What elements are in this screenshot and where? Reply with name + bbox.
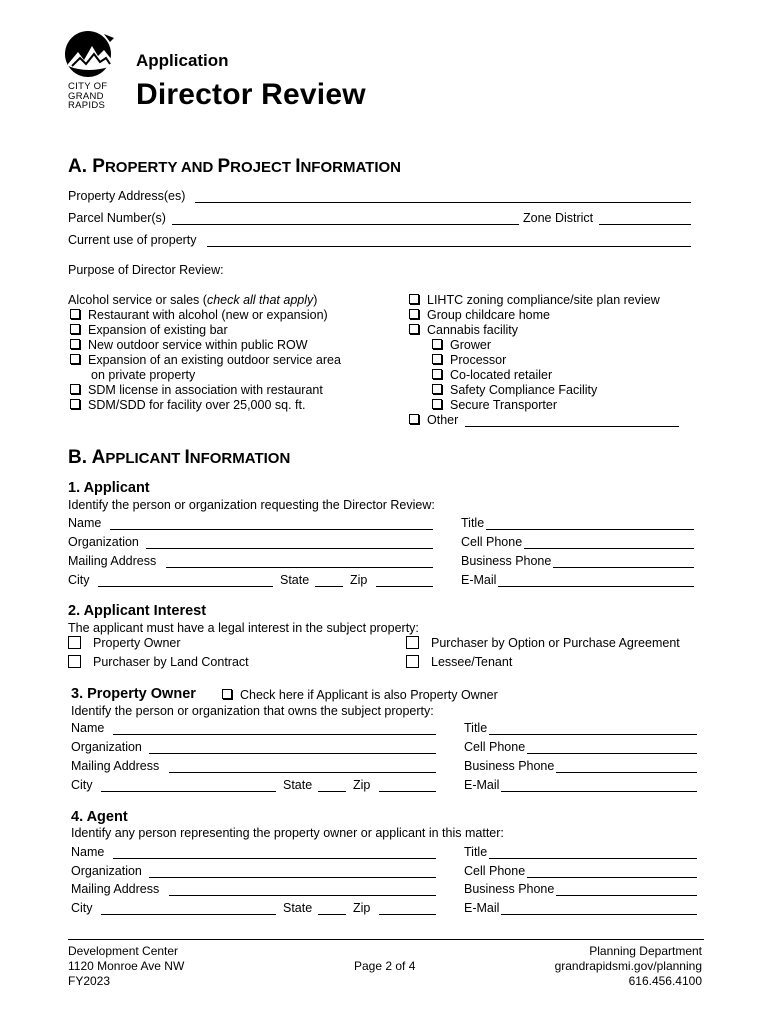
agent-cell-label: Cell Phone <box>464 864 526 878</box>
agent-mailing-label: Mailing Address <box>71 882 160 896</box>
applicant-city-label: City <box>68 573 90 587</box>
purpose-cannabis[interactable]: Cannabis facility <box>409 323 518 337</box>
applicant-email-field[interactable] <box>498 586 694 587</box>
owner-org-label: Organization <box>71 740 142 754</box>
checkbox[interactable] <box>432 369 442 379</box>
checkbox[interactable] <box>406 655 419 668</box>
checkbox[interactable] <box>70 339 80 349</box>
checkbox[interactable] <box>432 339 442 349</box>
interest-lessee[interactable]: Lessee/Tenant <box>406 655 512 669</box>
agent-state-field[interactable] <box>318 914 346 915</box>
checkbox[interactable] <box>432 399 442 409</box>
checkbox[interactable] <box>409 414 419 424</box>
purpose-expansion-bar[interactable]: Expansion of existing bar <box>70 323 228 337</box>
applicant-state-field[interactable] <box>315 586 343 587</box>
agent-email-label: E-Mail <box>464 901 500 915</box>
applicant-heading: 1. Applicant <box>68 480 150 496</box>
section-a-heading: A. PROPERTY AND PROJECT INFORMATION <box>68 156 402 177</box>
applicant-business-field[interactable] <box>553 567 694 568</box>
owner-state-label: State <box>283 778 313 792</box>
owner-business-label: Business Phone <box>464 759 555 773</box>
logo-text-line: RAPIDS <box>68 100 106 111</box>
footer-divider <box>68 939 704 940</box>
checkbox[interactable] <box>432 384 442 394</box>
agent-name-field[interactable] <box>113 858 436 859</box>
purpose-other[interactable]: Other <box>409 413 458 427</box>
agent-mailing-field[interactable] <box>169 895 436 896</box>
owner-zip-label: Zip <box>353 778 371 792</box>
agent-email-field[interactable] <box>501 914 697 915</box>
applicant-name-field[interactable] <box>110 529 433 530</box>
owner-mailing-field[interactable] <box>169 772 436 773</box>
zone-district-label: Zone District <box>523 211 594 225</box>
interest-heading: 2. Applicant Interest <box>68 603 207 619</box>
agent-title-label: Title <box>464 845 488 859</box>
owner-state-field[interactable] <box>318 791 346 792</box>
logo-text-line: GRAND <box>68 90 104 102</box>
checkbox[interactable] <box>68 636 81 649</box>
applicant-title-field[interactable] <box>486 529 694 530</box>
applicant-email-label: E-Mail <box>461 573 497 587</box>
applicant-desc: Identify the person or organization requesting the Director Review: <box>68 498 435 512</box>
applicant-mailing-label: Mailing Address <box>68 554 157 568</box>
agent-desc: Identify any person representing the property owner or applicant in this matter: <box>71 826 504 840</box>
applicant-cell-field[interactable] <box>524 548 694 549</box>
footer-right: Planning Department grandrapidsmi.gov/planning 616.456.4100 <box>554 944 702 988</box>
owner-city-field[interactable] <box>101 791 276 792</box>
checkbox[interactable] <box>70 399 80 409</box>
parcel-number-field[interactable] <box>172 224 519 225</box>
applicant-zip-field[interactable] <box>376 586 433 587</box>
checkbox[interactable] <box>406 636 419 649</box>
checkbox[interactable] <box>70 309 80 319</box>
owner-email-label: E-Mail <box>464 778 500 792</box>
agent-org-field[interactable] <box>149 877 436 878</box>
current-use-label: Current use of property <box>68 233 197 247</box>
owner-zip-field[interactable] <box>379 791 436 792</box>
agent-city-label: City <box>71 901 93 915</box>
interest-purchaser-option[interactable]: Purchaser by Option or Purchase Agreement <box>406 636 680 650</box>
checkbox[interactable] <box>222 689 232 699</box>
owner-cell-field[interactable] <box>527 753 697 754</box>
purpose-childcare[interactable]: Group childcare home <box>409 308 550 322</box>
page-title: Director Review <box>136 78 366 111</box>
section-b-heading: B. APPLICANT INFORMATION <box>68 447 291 468</box>
city-logo <box>64 30 116 110</box>
property-address-label: Property Address(es) <box>68 189 186 203</box>
purpose-restaurant-alcohol[interactable]: Restaurant with alcohol (new or expansion) <box>70 308 328 322</box>
property-address-field[interactable] <box>195 202 691 203</box>
applicant-title-label: Title <box>461 516 485 530</box>
checkbox[interactable] <box>70 354 80 364</box>
checkbox[interactable] <box>68 655 81 668</box>
agent-zip-label: Zip <box>353 901 371 915</box>
owner-business-field[interactable] <box>556 772 697 773</box>
purpose-other-field[interactable] <box>465 426 679 427</box>
current-use-field[interactable] <box>207 246 691 247</box>
interest-land-contract[interactable]: Purchaser by Land Contract <box>68 655 249 669</box>
logo-text-line: CITY OF <box>68 81 108 92</box>
owner-same-as-applicant[interactable]: Check here if Applicant is also Property Owner <box>222 688 498 702</box>
cannabis-grower[interactable]: Grower <box>432 338 491 352</box>
page-number: Page 2 of 4 <box>354 959 416 973</box>
cannabis-retailer[interactable]: Co-located retailer <box>432 368 552 382</box>
owner-name-label: Name <box>71 721 105 735</box>
applicant-business-label: Business Phone <box>461 554 552 568</box>
owner-mailing-label: Mailing Address <box>71 759 160 773</box>
checkbox[interactable] <box>70 384 80 394</box>
checkbox[interactable] <box>409 309 419 319</box>
owner-city-label: City <box>71 778 93 792</box>
purpose-lihtc[interactable]: LIHTC zoning compliance/site plan review <box>409 293 660 307</box>
owner-heading: 3. Property Owner <box>71 686 196 702</box>
agent-org-label: Organization <box>71 864 142 878</box>
applicant-cell-label: Cell Phone <box>461 535 523 549</box>
owner-title-label: Title <box>464 721 488 735</box>
applicant-mailing-field[interactable] <box>166 567 433 568</box>
owner-org-field[interactable] <box>149 753 436 754</box>
footer-left: Development Center 1120 Monroe Ave NW FY2023 <box>68 944 185 988</box>
applicant-org-field[interactable] <box>146 548 433 549</box>
applicant-state-label: State <box>280 573 310 587</box>
city-logo-icon <box>64 30 116 80</box>
checkbox[interactable] <box>409 294 419 304</box>
agent-title-field[interactable] <box>489 858 697 859</box>
purpose-sdm-sdd[interactable]: SDM/SDD for facility over 25,000 sq. ft. <box>70 398 305 412</box>
purpose-label: Purpose of Director Review: <box>68 263 224 277</box>
checkbox[interactable] <box>70 324 80 334</box>
zone-district-field[interactable] <box>599 224 691 225</box>
purpose-sdm-license[interactable]: SDM license in association with restaurant <box>70 383 323 397</box>
interest-desc: The applicant must have a legal interest in the subject property: <box>68 621 419 635</box>
applicant-zip-label: Zip <box>350 573 368 587</box>
checkbox[interactable] <box>409 324 419 334</box>
agent-state-label: State <box>283 901 313 915</box>
owner-cell-label: Cell Phone <box>464 740 526 754</box>
parcel-number-label: Parcel Number(s) <box>68 211 166 225</box>
cannabis-safety[interactable]: Safety Compliance Facility <box>432 383 597 397</box>
purpose-outdoor-row[interactable]: New outdoor service within public ROW <box>70 338 308 352</box>
cannabis-transporter[interactable]: Secure Transporter <box>432 398 557 412</box>
agent-heading: 4. Agent <box>71 809 128 825</box>
page-subtitle: Application <box>136 51 229 70</box>
checkbox[interactable] <box>432 354 442 364</box>
interest-property-owner[interactable]: Property Owner <box>68 636 181 650</box>
applicant-city-field[interactable] <box>98 586 273 587</box>
agent-business-field[interactable] <box>556 895 697 896</box>
owner-title-field[interactable] <box>489 734 697 735</box>
owner-email-field[interactable] <box>501 791 697 792</box>
cannabis-processor[interactable]: Processor <box>432 353 506 367</box>
agent-business-label: Business Phone <box>464 882 555 896</box>
owner-desc: Identify the person or organization that owns the subject property: <box>71 704 434 718</box>
agent-city-field[interactable] <box>101 914 276 915</box>
purpose-outdoor-expansion[interactable]: Expansion of an existing outdoor service area <box>70 353 341 367</box>
agent-zip-field[interactable] <box>379 914 436 915</box>
agent-name-label: Name <box>71 845 105 859</box>
alcohol-heading: Alcohol service or sales (check all that apply) <box>68 293 318 307</box>
purpose-outdoor-expansion-cont: on private property <box>91 368 196 382</box>
applicant-org-label: Organization <box>68 535 139 549</box>
agent-cell-field[interactable] <box>527 877 697 878</box>
owner-name-field[interactable] <box>113 734 436 735</box>
applicant-name-label: Name <box>68 516 102 530</box>
